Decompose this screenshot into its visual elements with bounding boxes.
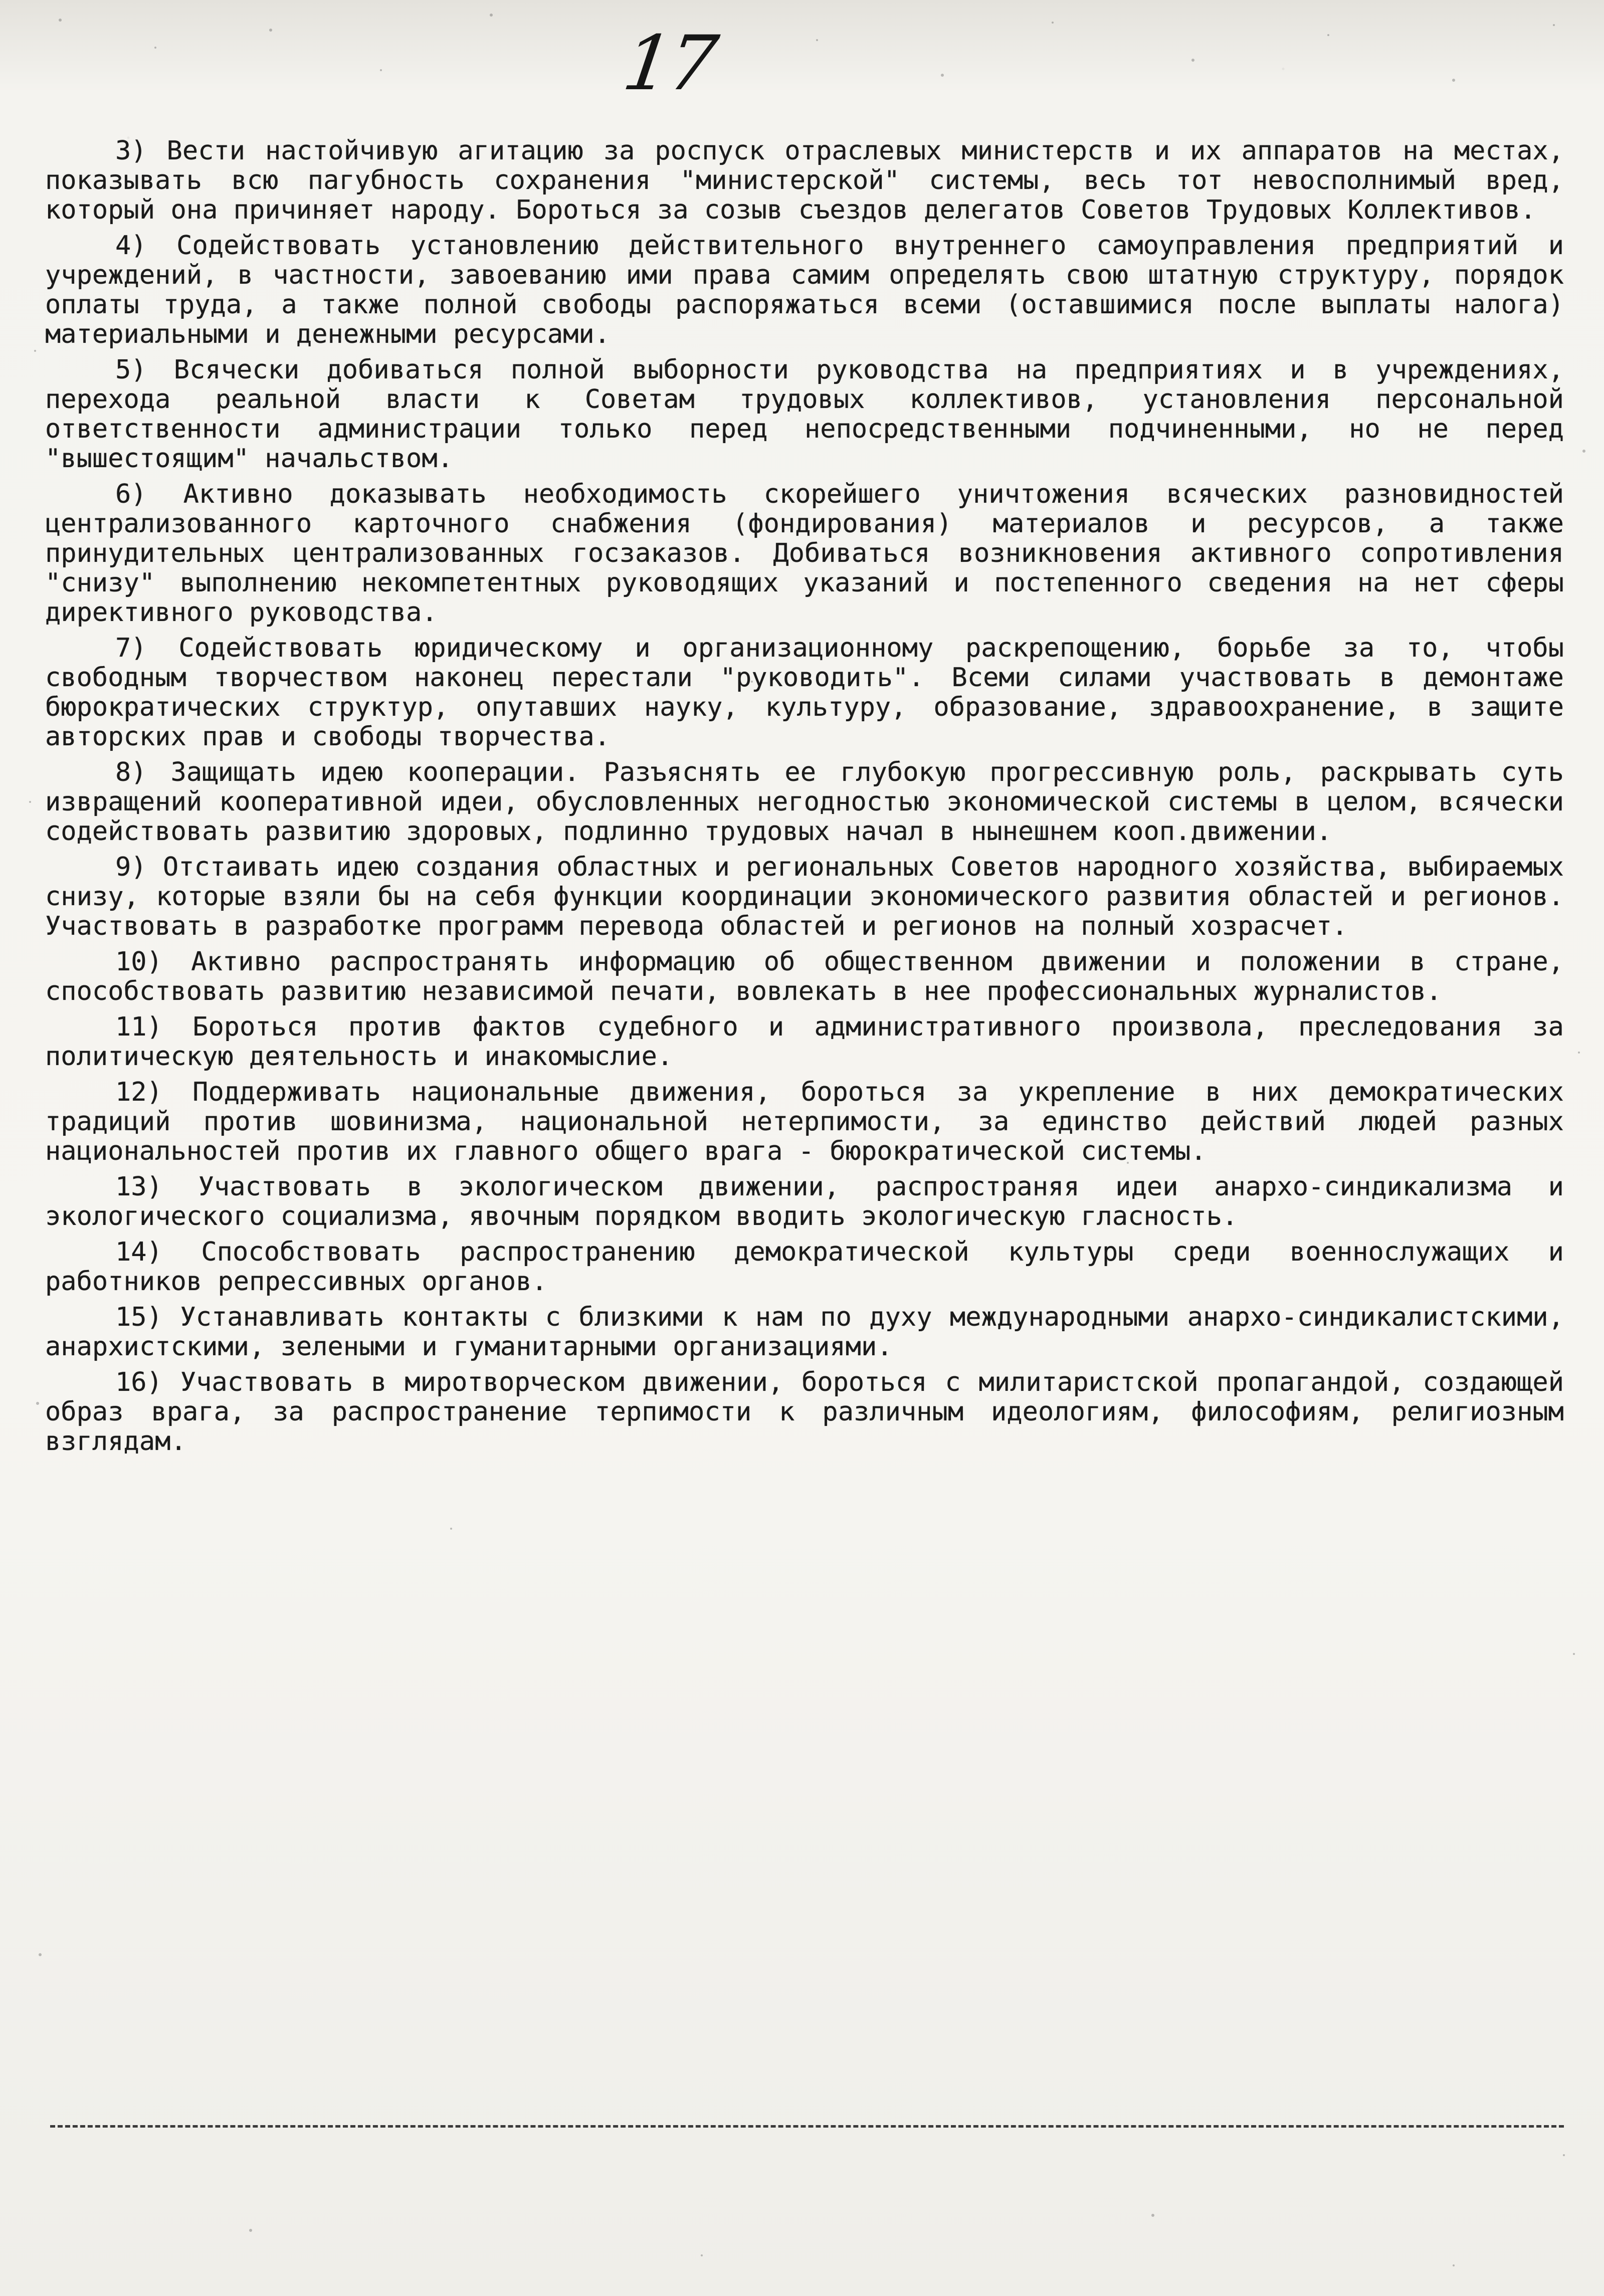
- list-item: 7) Содействовать юридическому и организационному раскрепощению, борьбе за то, чтобы свободным творчеством наконец перестали "руководить". Всеми силами участвовать в демонтаже бюрократических структур, опутавших науку, культуру, образование, здравоохранение, в защите авторских прав и свободы творчества.: [45, 633, 1564, 752]
- list-item: 10) Активно распространять информацию об общественном движении и положении в стране, способствовать развитию независимой печати, вовлекать в нее профессиональных журналистов.: [45, 947, 1564, 1006]
- page-number: 17: [618, 20, 720, 107]
- list-item: 4) Содействовать установлению действительного внутреннего самоуправления предприятий и учреждений, в частности, завоеванию ими права самим определять свою штатную структуру, порядок оплаты труда, а также полной свободы распоряжаться всеми (оставшимися после выплаты налога) материальными и денежными ресурсами.: [45, 231, 1564, 349]
- list-item: 16) Участвовать в миротворческом движении, бороться с милитаристской пропагандой, создающей образ врага, за распространение терпимости к различным идеологиям, философиям, религиозным взглядам.: [45, 1367, 1564, 1456]
- document-body: [45, 136, 1564, 1463]
- list-item: 13) Участвовать в экологическом движении, распространяя идеи анархо-синдикализма и экологического социализма, явочным порядком вводить экологическую гласность.: [45, 1172, 1564, 1231]
- list-item: 14) Способствовать распространению демократической культуры среди военнослужащих и работников репрессивных органов.: [45, 1237, 1564, 1297]
- list-item: 6) Активно доказывать необходимость скорейшего уничтожения всяческих разновидностей централизованного карточного снабжения (фондирования) материалов и ресурсов, а также принудительных централизованных госзаказов. Добиваться возникновения активного сопротивления "снизу" выполнению некомпетентных руководящих указаний и постепенного сведения на нет сферы директивного руководства.: [45, 479, 1564, 628]
- list-item: 8) Защищать идею кооперации. Разъяснять ее глубокую прогрессивную роль, раскрывать суть извращений кооперативной идеи, обусловленных негодностью экономической системы в целом, всячески содействовать развитию здоровых, подлинно трудовых начал в нынешнем кооп.движении.: [45, 757, 1564, 847]
- list-item: 15) Устанавливать контакты с близкими к нам по духу международными анархо-синдикалистскими, анархистскими, зелеными и гуманитарными организациями.: [45, 1302, 1564, 1362]
- list-item: 11) Бороться против фактов судебного и административного произвола, преследования за политическую деятельность и инакомыслие.: [45, 1012, 1564, 1072]
- list-item: 9) Отстаивать идею создания областных и региональных Советов народного хозяйства, выбираемых снизу, которые взяли бы на себя функции координации экономического развития областей и регионов. Участвовать в разработке программ перевода областей и регионов на полный хозрасчет.: [45, 852, 1564, 941]
- list-item: 3) Вести настойчивую агитацию за роспуск отраслевых министерств и их аппаратов на местах, показывать всю пагубность сохранения "министерской" системы, весь тот невосполнимый вред, который она причиняет народу. Бороться за созыв съездов делегатов Советов Трудовых Коллективов.: [45, 136, 1564, 225]
- dashed-separator: [50, 2125, 1564, 2128]
- list-item: 12) Поддерживать национальные движения, бороться за укрепление в них демократических традиций против шовинизма, национальной нетерпимости, за единство действий людей разных национальностей против их главного общего врага - бюрократической системы.: [45, 1077, 1564, 1166]
- list-item: 5) Всячески добиваться полной выборности руководства на предприятиях и в учреждениях, перехода реальной власти к Советам трудовых коллективов, установления персональной ответственности администрации только перед непосредственными подчиненными, но не перед "вышестоящим" начальством.: [45, 355, 1564, 474]
